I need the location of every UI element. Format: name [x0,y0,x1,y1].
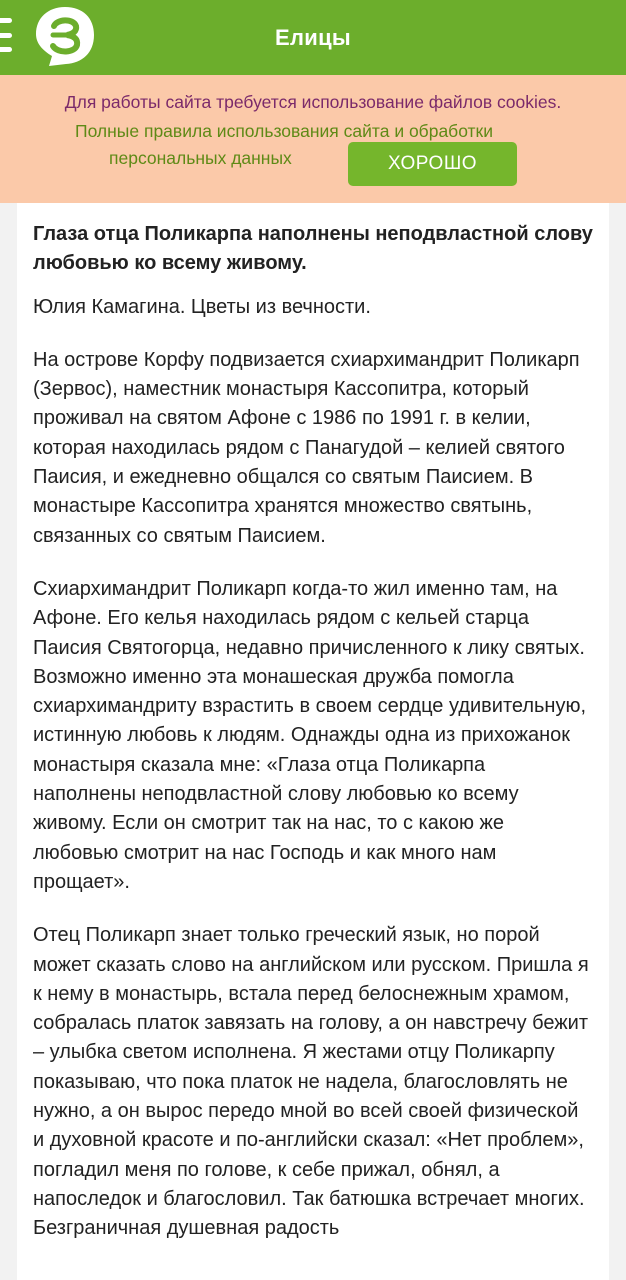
privacy-rules-link-line2[interactable]: персональных данных [109,148,292,168]
article-lead: Глаза отца Поликарпа наполнены неподвластной слову любовью ко всему живому. [33,223,593,275]
article-byline: Юлия Камагина. Цветы из вечности. [33,295,371,318]
article-body [17,203,609,1280]
article-paragraph-3: Отец Поликарп знает только греческий язык, но порой может сказать слово на английском или русском. Пришла я к нему в монастырь, встала перед белоснежным храмом, собралась платок завязать на голову, а он навстречу бежит – улыбка светом исполнена. Я жестами отцу Поликарпу показываю, что пока платок не надела, благословлять не нужно, а он вырос передо мной во всей своей физической и духовной красоте и по-английски сказал: «Нет проблем», погладил меня по голове, к себе прижал, обнял, а напоследок и благословил. Так батюшка встречает многих. Безграничная душевная радость [33,924,589,1240]
hamburger-menu-icon[interactable] [0,18,12,52]
cookie-ok-button[interactable]: ХОРОШО [348,142,517,186]
site-header [0,0,626,75]
article-paragraph-2: Схиархимандрит Поликарп когда-то жил именно там, на Афоне. Его келья находилась рядом с кельей старца Паисия Святогорца, недавно причисленного к лику святых. Возможно именно эта монашеская дружба помогла схиархимандриту взрастить в своем сердце удивительную, истинную любовь к людям. Однажды одна из прихожанок монастыря сказала мне: «Глаза отца Поликарпа наполнены неподвластной слову любовью ко всему живому. Если он смотрит так на нас, то с какою же любовью смотрит на нас Господь и как много нам прощает». [33,577,587,893]
site-title[interactable]: Елицы [275,24,351,50]
privacy-rules-link-line1[interactable]: Полные правила использования сайта и обработки [75,121,493,141]
article-paragraph-1: На острове Корфу подвизается схиархимандрит Поликарп (Зервос), наместник монастыря Кассопитра, который проживал на святом Афоне с 1986 по 1991 г. в келии, которая находилась рядом с Панагудой – келией святого Паисия, и ежедневно общался со святым Паисием. В монастыре Кассопитра хранятся множество святынь, связанных со святым Паисием. [33,348,580,547]
elitsy-logo-icon[interactable] [33,4,97,68]
cookie-notice [0,75,626,203]
cookie-notice-text: Для работы сайта требуется использование файлов cookies. [64,92,562,112]
